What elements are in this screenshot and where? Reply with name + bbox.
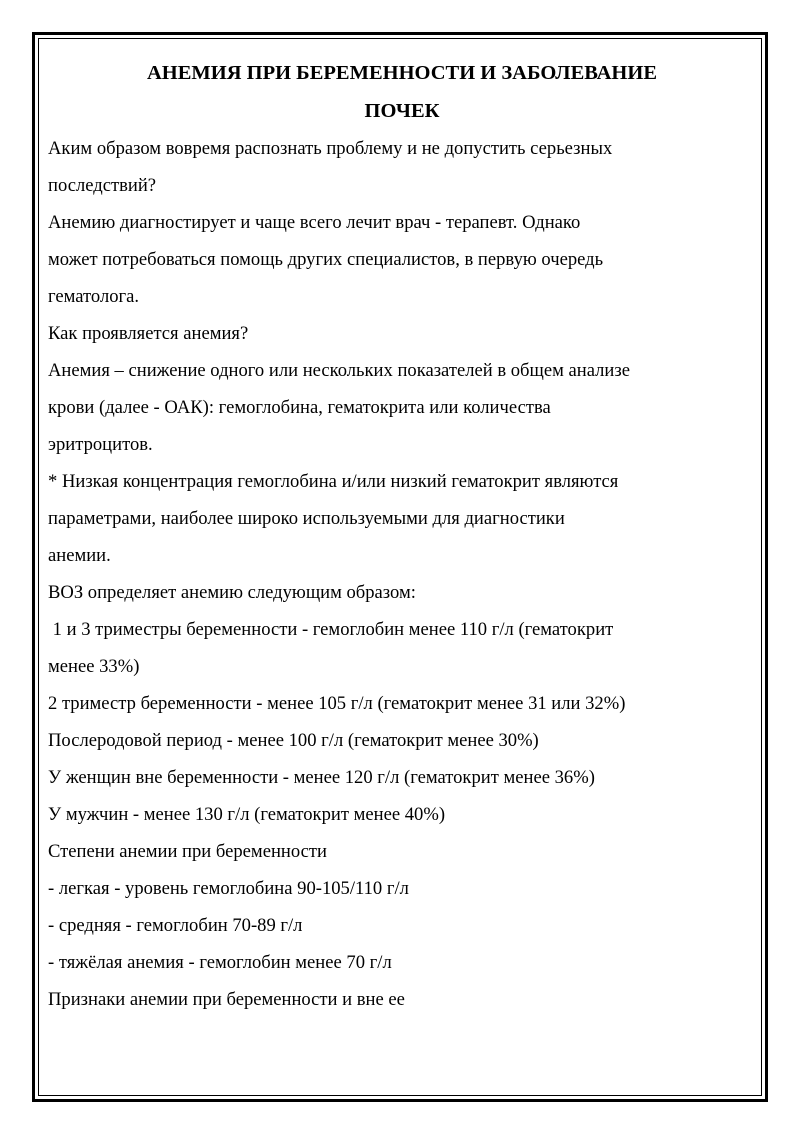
text-line: - легкая - уровень гемоглобина 90-105/110 г/л [48,878,409,899]
document-text [48,130,748,1018]
text-line: Как проявляется анемия? [48,323,249,344]
text-line: менее 33%) [48,656,140,677]
text-line: Аким образом вовремя распознать проблему и не допустить серьезных [48,138,613,159]
text-line: У женщин вне беременности - менее 120 г/л (гематокрит менее 36%) [48,767,595,788]
text-line: 1 и 3 триместры беременности - гемоглобин менее 110 г/л (гематокрит [48,619,614,640]
text-line: Послеродовой период - менее 100 г/л (гематокрит менее 30%) [48,730,539,751]
text-line: - средняя - гемоглобин 70-89 г/л [48,915,303,936]
text-line: * Низкая концентрация гемоглобина и/или низкий гематокрит являются [48,471,619,492]
text-line: - тяжёлая анемия - гемоглобин менее 70 г/л [48,952,392,973]
text-line: Признаки анемии при беременности и вне ее [48,989,405,1010]
text-line: анемии. [48,545,111,566]
text-line: гематолога. [48,286,140,307]
document-title [56,54,748,130]
text-line: эритроцитов. [48,434,153,455]
text-line: параметрами, наиболее широко используемыми для диагностики [48,508,565,529]
text-line: может потребоваться помощь других специалистов, в первую очередь [48,249,604,270]
text-line: Степени анемии при беременности [48,841,327,862]
document-title-line-1: АНЕМИЯ ПРИ БЕРЕМЕННОСТИ И ЗАБОЛЕВАНИЕ [147,62,657,84]
text-line: У мужчин - менее 130 г/л (гематокрит менее 40%) [48,804,446,825]
text-line: 2 триместр беременности - менее 105 г/л (гематокрит менее 31 или 32%) [48,693,626,714]
text-line: крови (далее - ОАК): гемоглобина, гематокрита или количества [48,397,551,418]
document-body [48,54,748,1018]
text-line: последствий? [48,175,157,196]
document-title-line-2: ПОЧЕК [364,100,440,122]
text-line: Анемию диагностирует и чаще всего лечит врач - терапевт. Однако [48,212,581,233]
text-line: ВОЗ определяет анемию следующим образом: [48,582,416,603]
text-line: Анемия – снижение одного или нескольких показателей в общем анализе [48,360,630,381]
